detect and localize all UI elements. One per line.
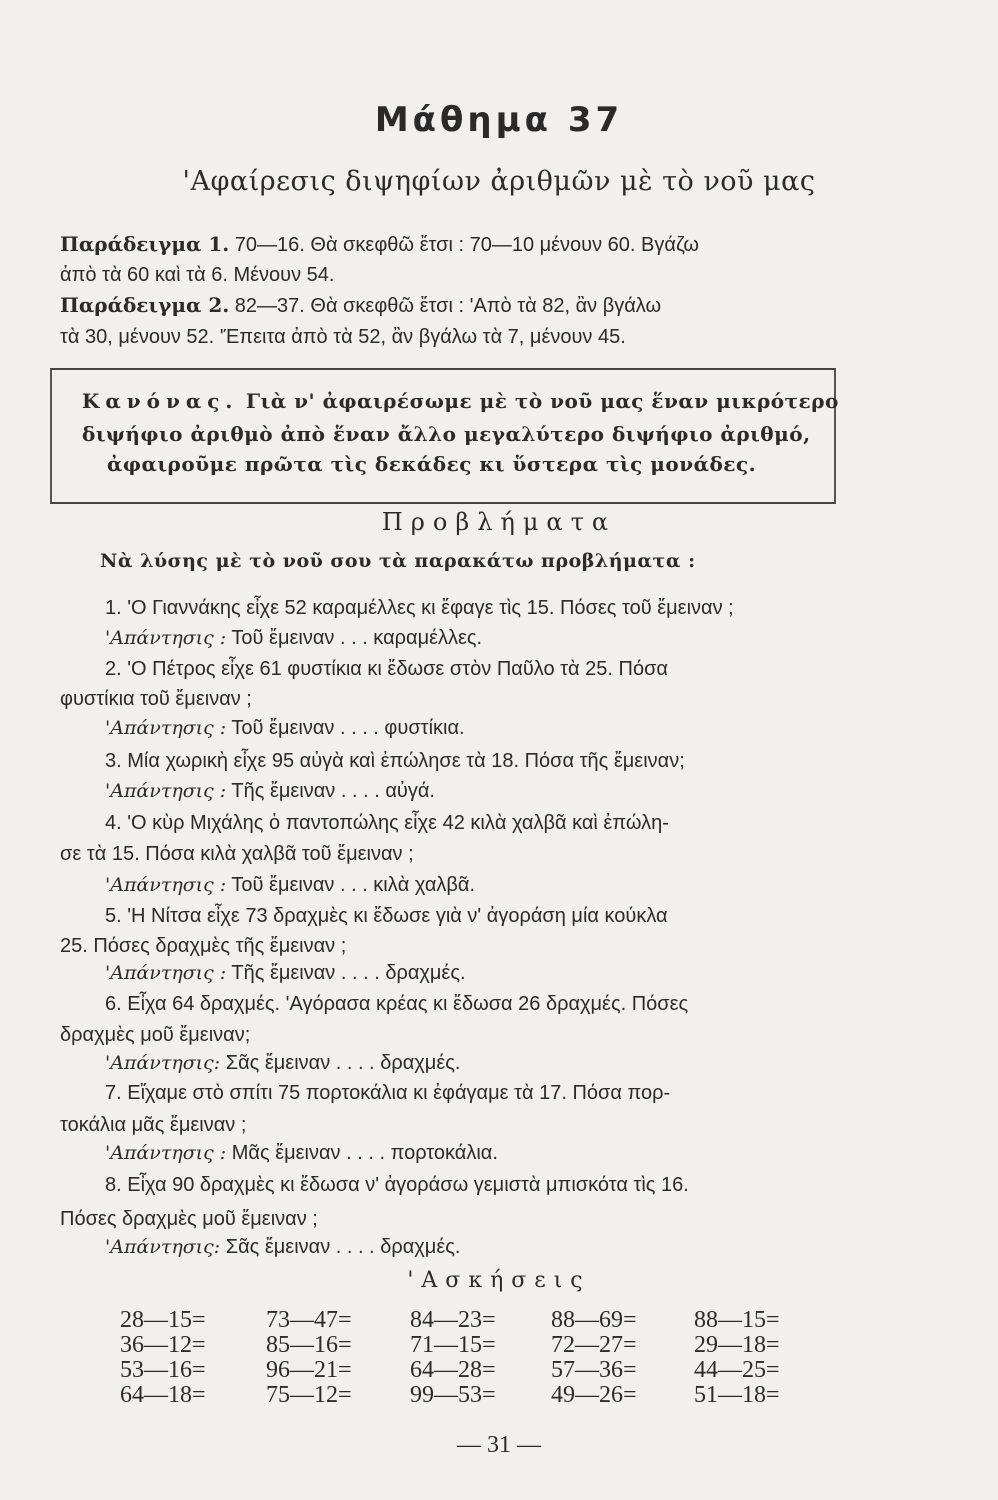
- answer-label: 'Απάντησις :: [105, 780, 227, 802]
- rule-line-1: [82, 388, 842, 414]
- problem-4-line-1: 4. 'Ο κὺρ Μιχάλης ὁ παντοπώλης εἶχε 42 κιλὰ χαλβᾶ καὶ ἐπώλη-: [105, 812, 669, 834]
- example-2-line-2: τὰ 30, μένουν 52. 'Έπειτα ἀπὸ τὰ 52, ἂν βγάλω τὰ 7, μένουν 45.: [60, 326, 626, 348]
- problem-3-line-1: 3. Μία χωρικὴ εἶχε 95 αὐγὰ καὶ ἐπώλησε τὰ 18. Πόσα τῆς ἔμειναν;: [105, 750, 685, 772]
- problem-7-answer: [105, 1140, 498, 1166]
- rule-label: Κανόνας.: [82, 389, 239, 413]
- problem-2-line-2: φυστίκια τοῦ ἔμειναν ;: [60, 688, 252, 710]
- exercise-item: 53—16=: [120, 1357, 206, 1383]
- problem-6-answer: [105, 1050, 460, 1076]
- answer-label: 'Απάντησις :: [105, 1142, 227, 1164]
- exercise-item: 57—36=: [551, 1357, 637, 1383]
- exercise-item: 88—15=: [694, 1307, 780, 1333]
- example-1-label: Παράδειγμα 1.: [60, 232, 230, 256]
- exercise-column-2: [266, 1308, 386, 1408]
- exercise-item: 64—28=: [410, 1357, 496, 1383]
- exercise-item: 99—53=: [410, 1382, 496, 1408]
- answer-text: Μᾶς ἔμειναν . . . . πορτοκάλια.: [226, 1142, 498, 1164]
- exercise-column-3: [410, 1308, 530, 1408]
- page-number: — 31 —: [457, 1432, 541, 1458]
- example-1-line-2: ἀπὸ τὰ 60 καὶ τὰ 6. Μένουν 54.: [60, 264, 335, 286]
- exercise-item: 44—25=: [694, 1357, 780, 1383]
- problem-5-line-2: 25. Πόσες δραχμὲς τῆς ἔμειναν ;: [60, 935, 347, 957]
- answer-text: Σᾶς ἔμειναν . . . . δραχμές.: [220, 1052, 461, 1074]
- exercise-item: 85—16=: [266, 1332, 352, 1358]
- answer-text: Τῆς ἔμειναν . . . . δραχμές.: [226, 962, 466, 984]
- problem-5-answer: [105, 960, 466, 986]
- problem-4-answer: [105, 872, 475, 898]
- example-2: [60, 292, 860, 319]
- answer-label: 'Απάντησις:: [105, 1236, 221, 1258]
- problem-1-answer: [105, 625, 482, 651]
- answer-label: 'Απάντησις :: [105, 627, 227, 649]
- problem-7-line-1: 7. Εἴχαμε στὸ σπίτι 75 πορτοκάλια κι ἐφάγαμε τὰ 17. Πόσα πορ-: [105, 1082, 671, 1104]
- exercise-item: 64—18=: [120, 1382, 206, 1408]
- answer-text: Τῆς ἔμειναν . . . . αὐγά.: [226, 780, 435, 802]
- rule-text-1: Γιὰ ν' ἀφαιρέσωμε μὲ τὸ νοῦ μας ἕναν μικρότερο: [238, 389, 839, 413]
- problems-instruction: Νὰ λύσης μὲ τὸ νοῦ σου τὰ παρακάτω προβλήματα :: [100, 550, 696, 572]
- problem-2-line-1: 2. 'Ο Πέτρος εἶχε 61 φυστίκια κι ἔδωσε στὸν Παῦλο τὰ 25. Πόσα: [105, 658, 668, 680]
- problems-title: Προβλήματα: [381, 508, 617, 536]
- problem-6-line-2: δραχμὲς μοῦ ἔμειναν;: [60, 1024, 251, 1046]
- answer-label: 'Απάντησις :: [105, 962, 227, 984]
- exercise-item: 29—18=: [694, 1332, 780, 1358]
- problem-1-line-1: 1. 'Ο Γιαννάκης εἶχε 52 καραμέλλες κι ἔφαγε τὶς 15. Πόσες τοῦ ἔμειναν ;: [105, 597, 734, 619]
- exercise-item: 49—26=: [551, 1382, 637, 1408]
- problem-6-line-1: 6. Εἶχα 64 δραχμές. 'Αγόρασα κρέας κι ἔδωσα 26 δραχμές. Πόσες: [105, 993, 689, 1015]
- exercise-item: 73—47=: [266, 1307, 352, 1333]
- exercise-column-5: [694, 1308, 814, 1408]
- answer-label: 'Απάντησις :: [105, 717, 227, 739]
- answer-text: Σᾶς ἔμειναν . . . . δραχμές.: [220, 1236, 461, 1258]
- example-1-line-1: 70—16. Θὰ σκεφθῶ ἔτσι : 70—10 μένουν 60. Βγάζω: [229, 234, 700, 256]
- answer-text: Τοῦ ἔμειναν . . . . φυστίκια.: [226, 717, 465, 739]
- problem-4-line-2: σε τὰ 15. Πόσα κιλὰ χαλβᾶ τοῦ ἔμειναν ;: [60, 843, 414, 865]
- exercise-item: 75—12=: [266, 1382, 352, 1408]
- problem-7-line-2: τοκάλια μᾶς ἔμειναν ;: [60, 1114, 247, 1136]
- lesson-title: Μάθημα 37: [374, 100, 624, 140]
- rule-line-2: διψήφιο ἀριθμὸ ἀπὸ ἕναν ἄλλο μεγαλύτερο διψήφιο ἀριθμό,: [82, 422, 811, 446]
- problem-5-line-1: 5. 'Η Νίτσα εἶχε 73 δραχμὲς κι ἔδωσε γιὰ ν' ἀγοράση μία κούκλα: [105, 905, 668, 927]
- problem-2-answer: [105, 715, 465, 741]
- example-1: [60, 231, 860, 258]
- exercise-item: 72—27=: [551, 1332, 637, 1358]
- rule-line-3: ἀφαιροῦμε πρῶτα τὶς δεκάδες κι ὕστερα τὶς μονάδες.: [107, 452, 757, 476]
- answer-text: Τοῦ ἔμειναν . . . κιλὰ χαλβᾶ.: [226, 874, 476, 896]
- example-2-label: Παράδειγμα 2.: [60, 293, 230, 317]
- exercise-item: 96—21=: [266, 1357, 352, 1383]
- exercise-column-4: [551, 1308, 671, 1408]
- exercise-item: 36—12=: [120, 1332, 206, 1358]
- problem-8-line-2: Πόσες δραχμὲς μοῦ ἔμειναν ;: [60, 1208, 318, 1230]
- exercises-title: 'Ασκήσεις: [407, 1268, 591, 1293]
- exercise-item: 71—15=: [410, 1332, 496, 1358]
- problem-3-answer: [105, 778, 435, 804]
- problem-8-line-1: 8. Εἶχα 90 δραχμὲς κι ἔδωσα ν' ἀγοράσω γεμιστὰ μπισκότα τὶς 16.: [105, 1174, 689, 1196]
- problem-8-answer: [105, 1234, 460, 1260]
- exercise-item: 51—18=: [694, 1382, 780, 1408]
- answer-text: Τοῦ ἔμειναν . . . καραμέλλες.: [226, 627, 483, 649]
- answer-label: 'Απάντησις :: [105, 874, 227, 896]
- answer-label: 'Απάντησις:: [105, 1052, 221, 1074]
- exercise-item: 88—69=: [551, 1307, 637, 1333]
- example-2-line-1: 82—37. Θὰ σκεφθῶ ἔτσι : 'Απὸ τὰ 82, ἂν βγάλω: [229, 295, 662, 317]
- exercise-item: 84—23=: [410, 1307, 496, 1333]
- exercise-column-1: [120, 1308, 240, 1408]
- lesson-subtitle: 'Αφαίρεσις διψηφίων ἀριθμῶν μὲ τὸ νοῦ μας: [182, 166, 816, 197]
- exercise-item: 28—15=: [120, 1307, 206, 1333]
